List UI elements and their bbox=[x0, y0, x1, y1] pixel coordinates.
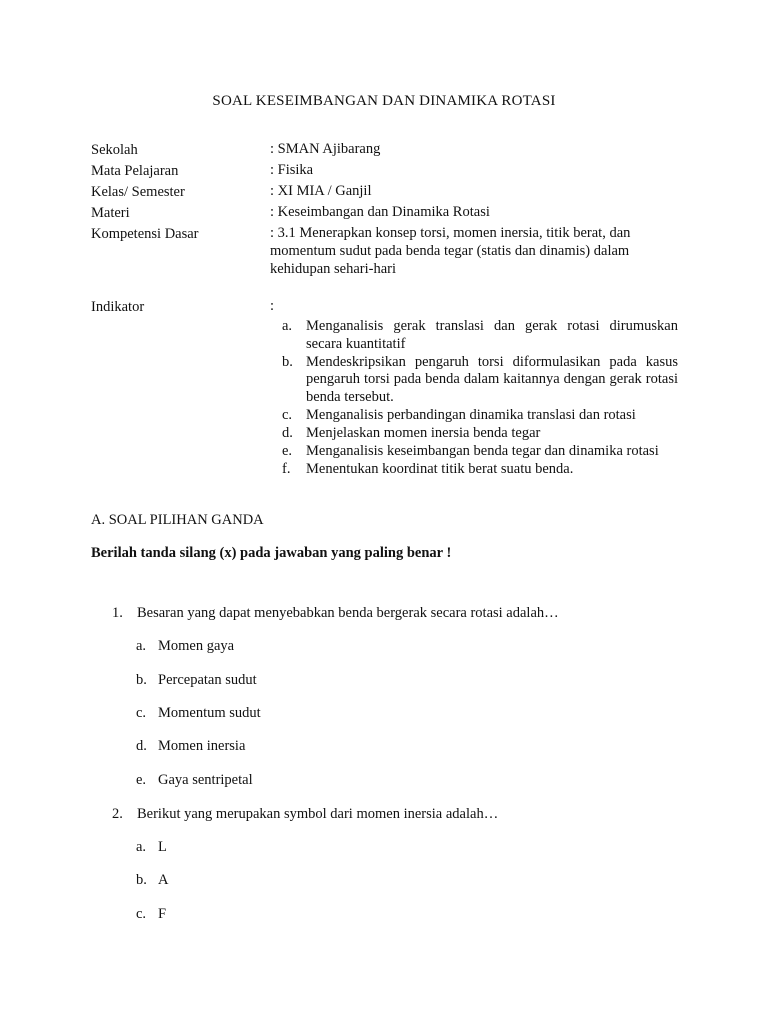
indicator-text: Menentukan koordinat titik berat suatu benda. bbox=[306, 460, 574, 477]
option-letter: a. bbox=[136, 638, 147, 654]
info-value: : Fisika bbox=[270, 162, 314, 178]
page-title: SOAL KESEIMBANGAN DAN DINAMIKA ROTASI bbox=[212, 93, 556, 109]
option-text: Momentum sudut bbox=[158, 705, 261, 721]
info-label: Indikator bbox=[91, 299, 145, 315]
option-text: Momen gaya bbox=[158, 638, 235, 654]
indicator-text: Menganalisis gerak translasi dan gerak rotasi dirumuskan secara kuantitatif bbox=[306, 318, 678, 352]
info-label: Sekolah bbox=[91, 142, 138, 158]
indicator-letter: f. bbox=[282, 460, 291, 477]
option-letter: b. bbox=[136, 672, 147, 688]
indicator-item bbox=[282, 407, 678, 425]
option-text: L bbox=[158, 839, 167, 855]
option-letter: d. bbox=[136, 738, 147, 754]
option-letter: b. bbox=[136, 872, 147, 888]
info-value: : bbox=[270, 298, 275, 314]
info-value: : Keseimbangan dan Dinamika Rotasi bbox=[270, 204, 490, 220]
info-label: Kompetensi Dasar bbox=[91, 226, 199, 242]
question-number: 2. bbox=[112, 806, 123, 822]
question-text: Berikut yang merupakan symbol dari momen inersia adalah… bbox=[137, 806, 499, 822]
indicator-text: Menganalisis keseimbangan benda tegar dan dinamika rotasi bbox=[306, 442, 659, 459]
indicator-item bbox=[282, 318, 678, 353]
indicator-letter: a. bbox=[282, 318, 293, 334]
indicator-text: Menjelaskan momen inersia benda tegar bbox=[306, 424, 541, 441]
option-letter: a. bbox=[136, 839, 147, 855]
option-letter: e. bbox=[136, 772, 147, 788]
info-label: Mata Pelajaran bbox=[91, 163, 179, 179]
question-text: Besaran yang dapat menyebabkan benda bergerak secara rotasi adalah… bbox=[137, 605, 559, 621]
section-title: A. SOAL PILIHAN GANDA bbox=[91, 512, 264, 528]
option-text: F bbox=[158, 906, 167, 922]
indicator-item bbox=[282, 443, 678, 461]
info-value: : XI MIA / Ganjil bbox=[270, 183, 372, 199]
info-value: : SMAN Ajibarang bbox=[270, 141, 381, 157]
indicator-item bbox=[282, 461, 678, 479]
option-text: Gaya sentripetal bbox=[158, 772, 253, 788]
option-letter: c. bbox=[136, 906, 147, 922]
instruction: Berilah tanda silang (x) pada jawaban yang paling benar ! bbox=[91, 545, 452, 561]
info-label: Kelas/ Semester bbox=[91, 184, 185, 200]
indicator-text: Mendeskripsikan pengaruh torsi diformulasikan pada kasus pengaruh torsi pada benda dalam kaitannya dengan gerak rotasi benda tersebut. bbox=[306, 353, 678, 405]
indicator-letter: e. bbox=[282, 442, 293, 459]
indicator-text: Menganalisis perbandingan dinamika translasi dan rotasi bbox=[306, 406, 636, 423]
question-number: 1. bbox=[112, 605, 123, 621]
option-text: Momen inersia bbox=[158, 738, 246, 754]
info-label: Materi bbox=[91, 205, 130, 221]
indicator-item bbox=[282, 425, 678, 443]
option-text: A bbox=[158, 872, 169, 888]
indicator-item bbox=[282, 354, 678, 407]
option-text: Percepatan sudut bbox=[158, 672, 257, 688]
indicator-letter: c. bbox=[282, 406, 293, 423]
option-letter: c. bbox=[136, 705, 147, 721]
indicator-letter: b. bbox=[282, 353, 293, 370]
indicator-list bbox=[282, 318, 678, 479]
indicator-letter: d. bbox=[282, 424, 293, 441]
info-value: : 3.1 Menerapkan konsep torsi, momen inersia, titik berat, dan momentum sudut pada benda tegar (statis dan dinamis) dalam kehidupan sehari-hari bbox=[270, 225, 631, 277]
